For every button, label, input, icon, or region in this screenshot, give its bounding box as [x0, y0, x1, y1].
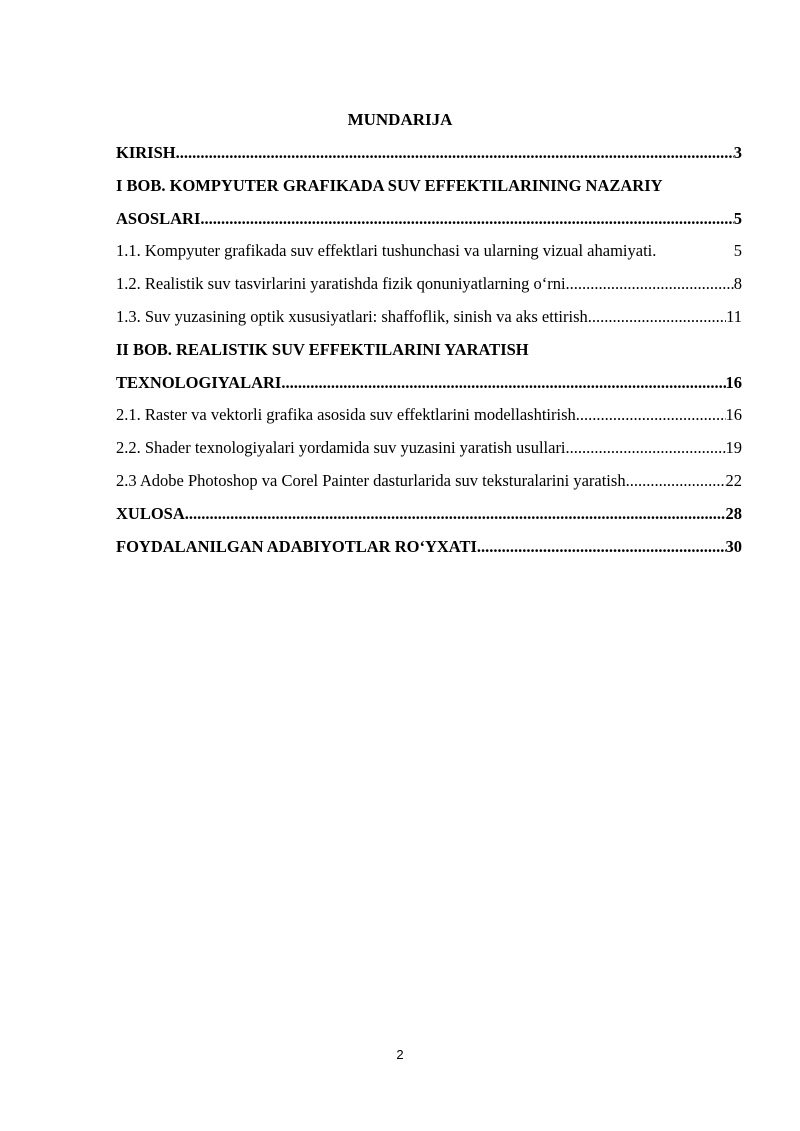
toc-entry-label: KIRISH — [116, 143, 176, 162]
toc-entry-page: 28 — [725, 503, 742, 523]
toc-leader-dots — [200, 206, 733, 232]
toc-entry-page: 16 — [725, 372, 742, 392]
toc-entry-1-3[interactable] — [116, 304, 742, 337]
toc-entry-label: 2.3 Adobe Photoshop va Corel Painter dasturlarida suv teksturalarini yaratish — [116, 470, 626, 490]
toc-entry-label: I BOB. KOMPYUTER GRAFIKADA SUV EFFEKTILARINING NAZARIY — [116, 175, 663, 195]
toc-entry-label: TEXNOLOGIYALARI — [116, 372, 282, 392]
toc-entry-page: 22 — [725, 470, 742, 490]
toc-leader-dots — [576, 402, 726, 428]
page-number: 2 — [396, 1047, 404, 1062]
toc-entry-kirish[interactable] — [116, 140, 742, 173]
toc-leader-dots — [566, 435, 726, 461]
toc-entry-page: 5 — [733, 241, 742, 261]
toc-entry-page: 30 — [725, 536, 742, 556]
toc-leader-dots — [185, 501, 726, 527]
toc-entry-page: 5 — [733, 208, 742, 228]
toc-entry-label: II BOB. REALISTIK SUV EFFEKTILARINI YARATISH — [116, 339, 529, 359]
toc-title: MUNDARIJA — [347, 110, 453, 129]
toc-entry-xulosa[interactable] — [116, 501, 742, 534]
toc-entry-label: 1.1. Kompyuter grafikada suv effektlari tushunchasi va ularning vizual ahamiyati. — [116, 241, 657, 261]
toc-entry-page: 11 — [726, 306, 742, 326]
toc-entry-page: 19 — [725, 438, 742, 458]
toc-entry-2-1[interactable] — [116, 402, 742, 435]
toc-entry-label: 1.2. Realistik suv tasvirlarini yaratishda fizik qonuniyatlarning o‘rni — [116, 274, 566, 294]
toc-leader-dots — [176, 140, 734, 166]
toc-leader-dots — [588, 304, 726, 330]
toc-entry-label: FOYDALANILGAN ADABIYOTLAR RO‘YXATI — [116, 536, 477, 556]
toc-entry-label: 1.3. Suv yuzasining optik xususiyatlari: shaffoflik, sinish va aks ettirish — [116, 306, 588, 326]
toc-entry-page: 16 — [725, 405, 742, 425]
toc-entry-label: 2.1. Raster va vektorli grafika asosida suv effektlarini modellashtirish — [116, 405, 576, 425]
toc-leader-dots — [281, 370, 725, 396]
toc-entry-1-1[interactable] — [116, 238, 742, 271]
table-of-contents — [116, 140, 742, 566]
toc-entry-2-2[interactable] — [116, 435, 742, 468]
toc-entry-bob1-line1[interactable] — [116, 173, 742, 206]
toc-entry-1-2[interactable] — [116, 271, 742, 304]
toc-leader-dots — [477, 534, 726, 560]
toc-leader-dots — [566, 271, 734, 297]
toc-leader-dots — [626, 468, 726, 494]
toc-entry-label: 2.2. Shader texnologiyalari yordamida suv yuzasini yaratish usullari — [116, 438, 566, 458]
toc-entry-bob2-line2[interactable] — [116, 370, 742, 403]
toc-entry-bob2-line1[interactable] — [116, 337, 742, 370]
toc-entry-page: 8 — [733, 274, 742, 294]
toc-entry-adabiyotlar[interactable] — [116, 534, 742, 567]
toc-entry-label: ASOSLARI — [116, 208, 201, 228]
toc-entry-2-3[interactable] — [116, 468, 742, 501]
toc-entry-label: XULOSA — [116, 503, 185, 523]
toc-entry-page: 3 — [733, 143, 742, 162]
toc-entry-bob1-line2[interactable] — [116, 206, 742, 239]
